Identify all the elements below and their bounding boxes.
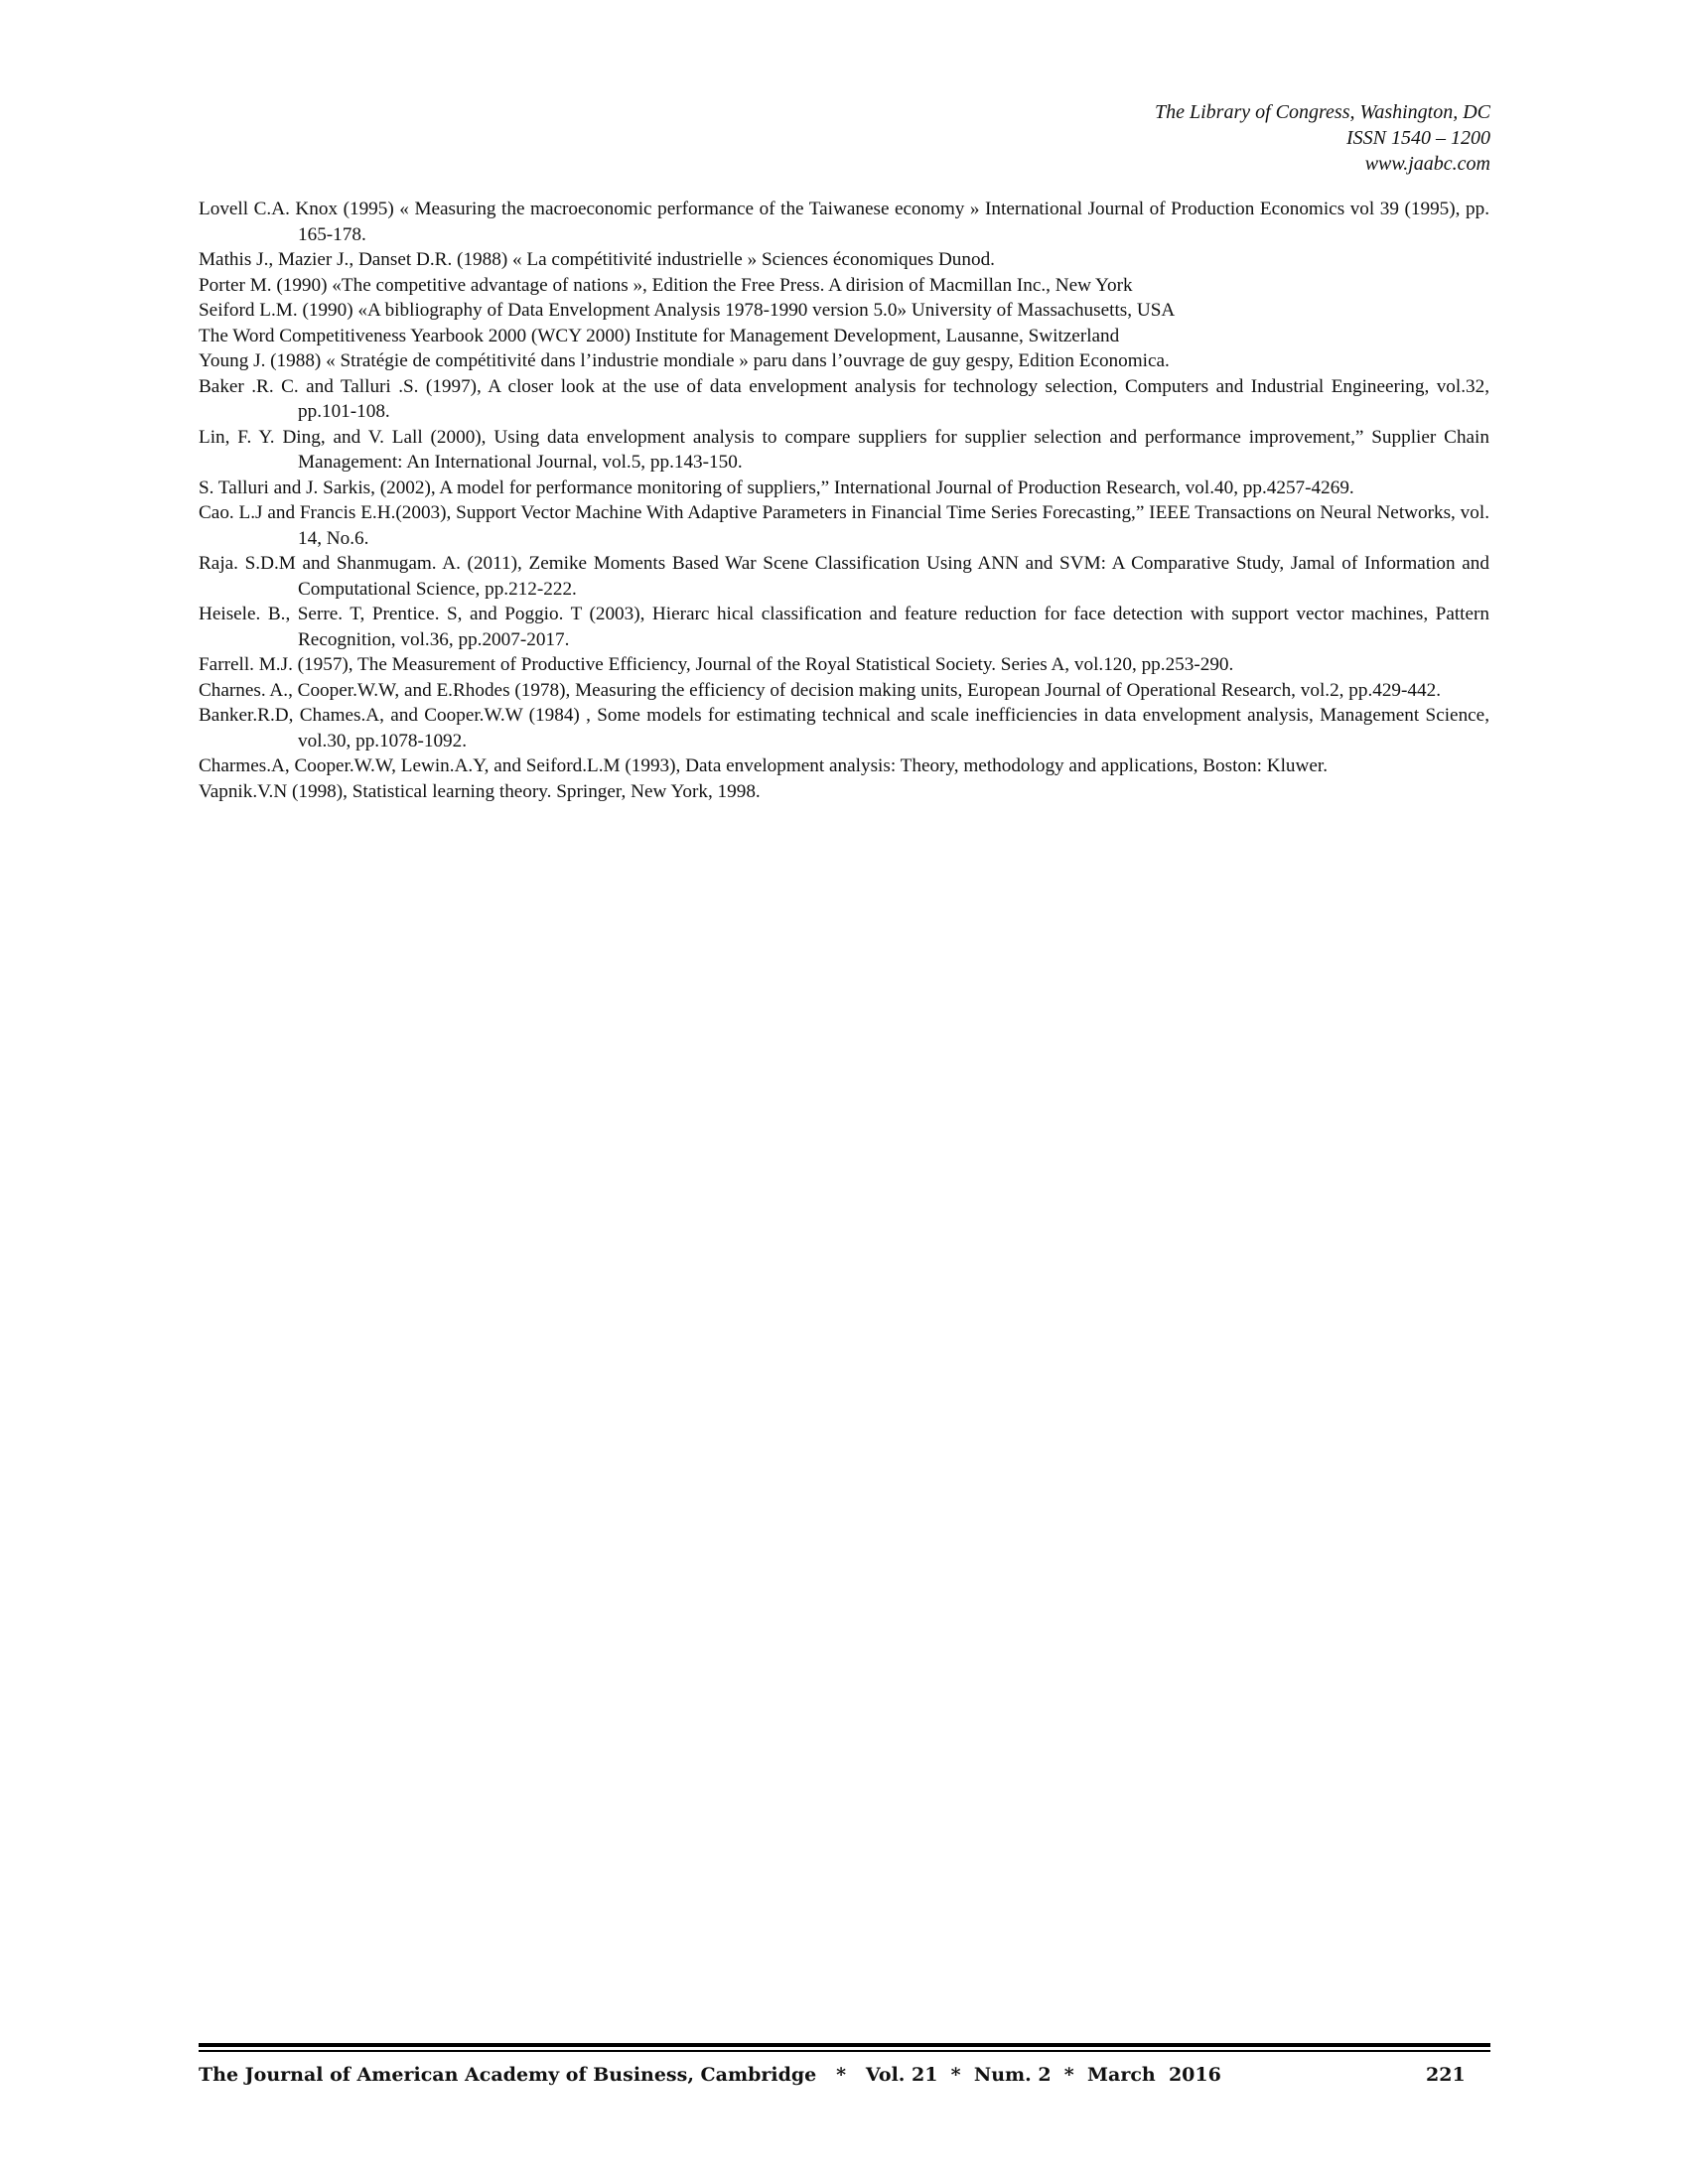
- reference-item: Charmes.A, Cooper.W.W, Lewin.A.Y, and Seiford.L.M (1993), Data envelopment analysis: Theory, methodology and applications, Boston: Kluwer.: [199, 755, 1329, 776]
- page-number: 221: [1426, 2064, 1466, 2086]
- reference-item: Seiford L.M. (1990) «A bibliography of Data Envelopment Analysis 1978-1990 version 5.0» University of Massachusetts, USA: [199, 300, 1176, 321]
- footer-journal-info: The Journal of American Academy of Business, Cambridge * Vol. 21 * Num. 2 * March 2016: [199, 2064, 1221, 2086]
- footer-rule: [199, 2043, 1490, 2052]
- reference-item: Young J. (1988) « Stratégie de compétitivité dans l’industrie mondiale » paru dans l’ouvrage de guy gespy, Edition Economica.: [199, 350, 1170, 371]
- reference-item: Baker .R. C. and Talluri .S. (1997), A closer look at the use of data envelopment analysis for technology selection, Computers and Industrial Engineering, vol.32, pp.101-108.: [199, 375, 1489, 422]
- running-header: [1155, 99, 1490, 177]
- footer-rule-thick: [199, 2043, 1490, 2047]
- reference-item: Lin, F. Y. Ding, and V. Lall (2000), Using data envelopment analysis to compare suppliers for supplier selection and performance improvement,” Supplier Chain Management: An International Journal, vol.5, pp.143-150.: [199, 426, 1489, 473]
- reference-item: Porter M. (1990) «The competitive advantage of nations », Edition the Free Press. A dirision of Macmillan Inc., New York: [199, 274, 1133, 296]
- reference-item: Vapnik.V.N (1998), Statistical learning theory. Springer, New York, 1998.: [199, 780, 761, 802]
- reference-item: Lovell C.A. Knox (1995) « Measuring the macroeconomic performance of the Taiwanese economy » International Journal of Production Economics vol 39 (1995), pp. 165-178.: [199, 199, 1489, 245]
- header-library: The Library of Congress, Washington, DC: [1154, 101, 1490, 123]
- reference-item: Cao. L.J and Francis E.H.(2003), Support Vector Machine With Adaptive Parameters in Financial Time Series Forecasting,” IEEE Transactions on Neural Networks, vol. 14, No.6.: [199, 502, 1489, 549]
- reference-item: Raja. S.D.M and Shanmugam. A. (2011), Zemike Moments Based War Scene Classification Using ANN and SVM: A Comparative Study, Jamal of Information and Computational Science, pp.212-222.: [199, 553, 1489, 600]
- reference-item: S. Talluri and J. Sarkis, (2002), A model for performance monitoring of suppliers,” International Journal of Production Research, vol.40, pp.4257-4269.: [199, 477, 1354, 498]
- reference-item: Mathis J., Mazier J., Danset D.R. (1988) « La compétitivité industrielle » Sciences économiques Dunod.: [199, 249, 995, 270]
- reference-item: Banker.R.D, Chames.A, and Cooper.W.W (1984) , Some models for estimating technical and scale inefficiencies in data envelopment analysis, Management Science, vol.30, pp.1078-1092.: [199, 705, 1489, 751]
- reference-item: The Word Competitiveness Yearbook 2000 (WCY 2000) Institute for Management Development, Lausanne, Switzerland: [199, 325, 1120, 346]
- reference-item: Heisele. B., Serre. T, Prentice. S, and Poggio. T (2003), Hierarc hical classification and feature reduction for face detection with support vector machines, Pattern Recognition, vol.36, pp.2007-2017.: [199, 604, 1489, 650]
- footer-rule-thin: [199, 2050, 1490, 2052]
- header-issn: ISSN 1540 – 1200: [1346, 127, 1490, 149]
- header-website: www.jaabc.com: [1364, 153, 1490, 175]
- reference-list: [199, 197, 1489, 804]
- reference-item: Farrell. M.J. (1957), The Measurement of Productive Efficiency, Journal of the Royal Statistical Society. Series A, vol.120, pp.253-290.: [199, 654, 1234, 675]
- reference-item: Charnes. A., Cooper.W.W, and E.Rhodes (1978), Measuring the efficiency of decision making units, European Journal of Operational Research, vol.2, pp.429-442.: [199, 679, 1441, 701]
